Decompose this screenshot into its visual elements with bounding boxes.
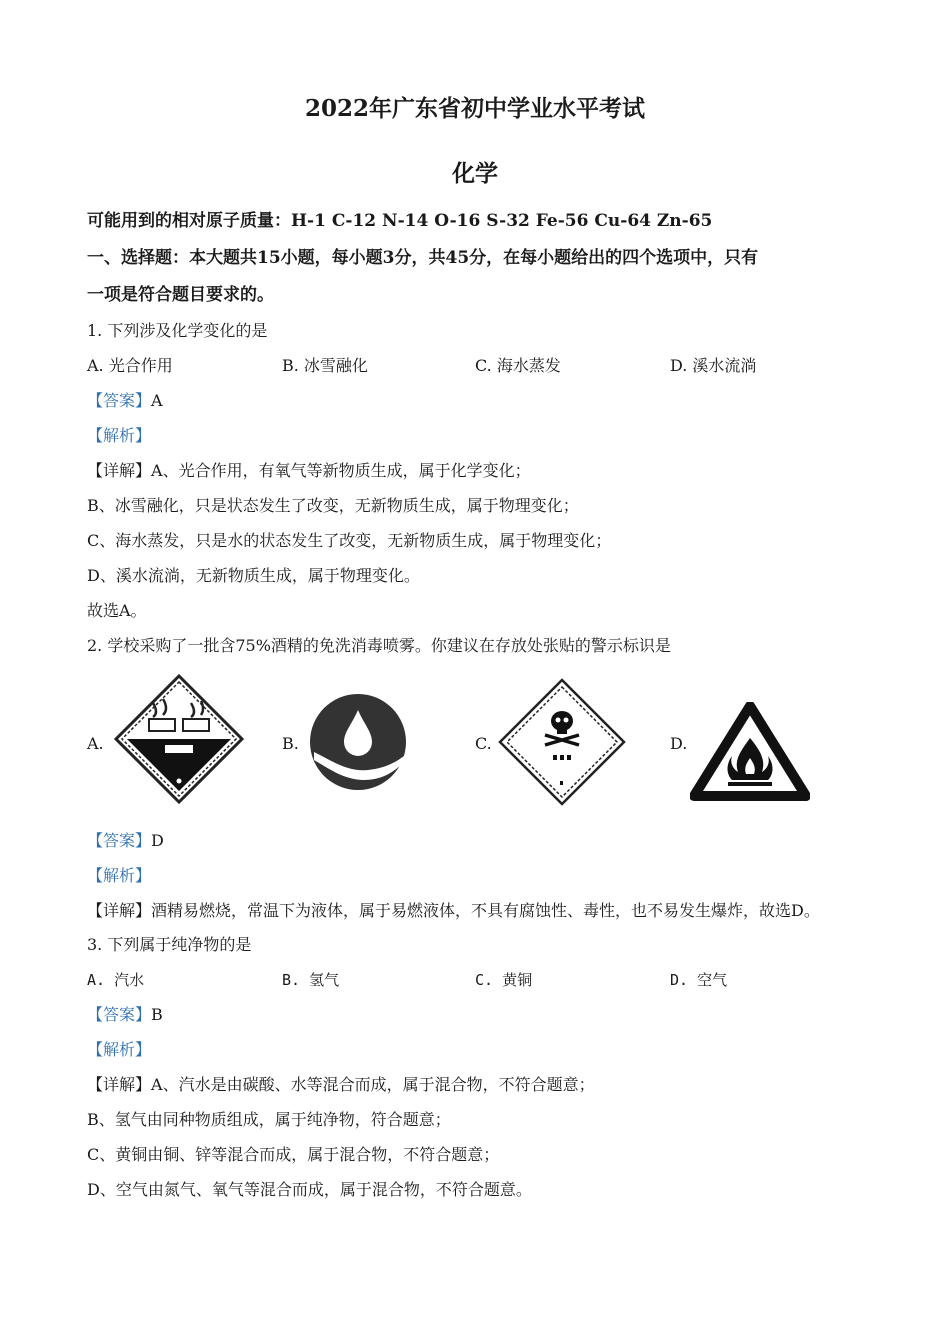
detail-label: 【详解】 (87, 461, 152, 480)
q1-detail-text: A、光合作用，有氧气等新物质生成，属于化学变化； (151, 461, 531, 480)
subject-title: 化学 (452, 160, 498, 187)
q3-answer-value: B (151, 1005, 163, 1024)
q1-option-d: D. 溪水流淌 (670, 356, 757, 375)
q3-explain-b: B、氢气由同种物质组成，属于纯净物，符合题意； (87, 1110, 451, 1129)
detail-label: 【详解】 (87, 1075, 152, 1094)
q1-explain-d: D、溪水流淌，无新物质生成，属于物理变化。 (87, 566, 420, 585)
q3-explain-d: D、空气由氮气、氧气等混合而成，属于混合物，不符合题意。 (87, 1180, 532, 1199)
q3-stem: 3. 下列属于纯净物的是 (87, 935, 252, 954)
corrosive-sign-icon (113, 673, 245, 805)
q1-analysis-label: 【解析】 (87, 426, 152, 445)
q2-detail (87, 901, 820, 921)
flammable-sign-icon (690, 702, 810, 802)
q3-option-c: C. 黄铜 (475, 971, 533, 989)
q1-answer-value: A (151, 391, 163, 410)
q2-option-c-label: C. (475, 734, 492, 753)
q3-answer (87, 1005, 163, 1025)
q3-detail (87, 1075, 595, 1095)
q2-detail-text: 酒精易燃烧，常温下为液体，属于易燃液体，不具有腐蚀性、毒性，也不易发生爆炸，故选D。 (151, 901, 820, 920)
q2-stem: 2. 学校采购了一批含75%酒精的免洗消毒喷雾。你建议在存放处张贴的警示标识是 (87, 636, 671, 655)
q1-stem: 1. 下列涉及化学变化的是 (87, 321, 268, 340)
q2-option-a-label: A. (87, 734, 104, 753)
q3-option-a: A. 汽水 (87, 971, 145, 989)
answer-label: 【答案】 (87, 831, 152, 850)
q1-option-a: A. 光合作用 (87, 356, 173, 375)
answer-label: 【答案】 (87, 1005, 152, 1024)
q1-answer (87, 391, 163, 411)
q1-explain-c: C、海水蒸发，只是水的状态发生了改变，无新物质生成，属于物理变化； (87, 531, 612, 550)
q1-option-c: C. 海水蒸发 (475, 356, 561, 375)
q2-option-b-label: B. (282, 734, 299, 753)
detail-label: 【详解】 (87, 901, 152, 920)
page-title: 2022年广东省初中学业水平考试 (304, 95, 645, 122)
q2-option-d-label: D. (670, 734, 688, 753)
q2-answer (87, 831, 164, 851)
q1-explain-b: B、冰雪融化，只是状态发生了改变，无新物质生成，属于物理变化； (87, 496, 579, 515)
q3-detail-text: A、汽水是由碳酸、水等混合而成，属于混合物，不符合题意； (151, 1075, 595, 1094)
q1-option-b: B. 冰雪融化 (282, 356, 368, 375)
q2-analysis-label: 【解析】 (87, 866, 152, 885)
section-heading-line1: 一、选择题：本大题共15小题，每小题3分，共45分，在每小题给出的四个选项中，只有 (87, 248, 759, 268)
water-drop-sign-icon (308, 692, 408, 792)
answer-label: 【答案】 (87, 391, 152, 410)
q3-option-b: B. 氢气 (282, 971, 340, 989)
q3-option-d: D. 空气 (670, 971, 728, 989)
q1-detail (87, 461, 531, 481)
q1-conclusion: 故选A。 (87, 601, 147, 620)
q3-explain-c: C、黄铜由铜、锌等混合而成，属于混合物，不符合题意； (87, 1145, 500, 1164)
q2-answer-value: D (151, 831, 164, 850)
section-heading-line2: 一项是符合题目要求的。 (87, 285, 274, 305)
toxic-skull-sign-icon (497, 677, 627, 807)
atomic-mass-line: 可能用到的相对原子质量：H-1 C-12 N-14 O-16 S-32 Fe-56 Cu-64 Zn-65 (87, 211, 713, 231)
q3-analysis-label: 【解析】 (87, 1040, 152, 1059)
